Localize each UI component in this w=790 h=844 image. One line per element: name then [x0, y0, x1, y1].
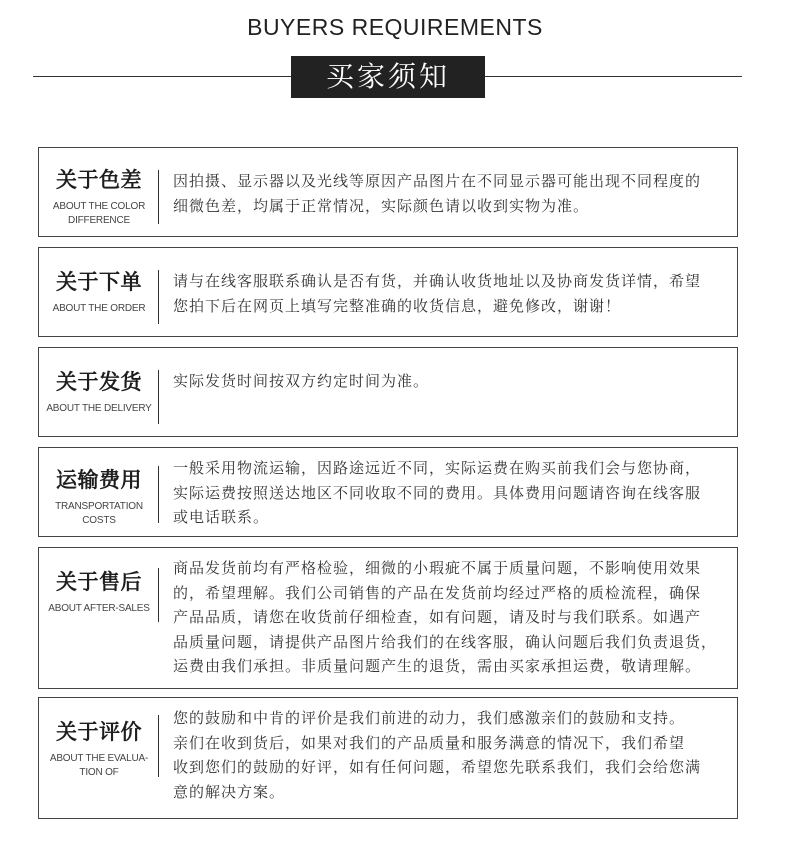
section-order [38, 247, 738, 337]
text-line: 实际运费按照送达地区不同收取不同的费用。具体费用问题请咨询在线客服 [173, 484, 702, 502]
section-subtitle [39, 500, 159, 528]
section-title: 关于评价 [56, 721, 142, 744]
subtitle-line: ABOUT AFTER-SALES [48, 603, 150, 614]
section-subtitle [39, 302, 159, 316]
subtitle-line: TRANSPORTATION [55, 501, 143, 512]
section-subtitle [39, 752, 159, 780]
subtitle-line: TION OF [79, 767, 119, 778]
section-text [173, 170, 701, 219]
vertical-divider [158, 715, 159, 777]
vertical-divider [158, 568, 159, 622]
vertical-divider [158, 270, 159, 324]
text-line: 商品发货前均有严格检验，细微的小瑕疵不属于质量问题，不影响使用效果 [173, 560, 702, 577]
section-label [39, 168, 159, 228]
section-text [173, 557, 717, 680]
text-line: 请与在线客服联系确认是否有货，并确认收货地址以及协商发货详情，希望 [173, 273, 702, 290]
text-line: 收到您们的鼓励的好评，如有任何问题，希望您先联系我们，我们会给您满 [173, 759, 702, 776]
subtitle-line: ABOUT THE EVALUA- [49, 753, 149, 764]
section-title: 关于下单 [56, 271, 142, 294]
section-color-difference [38, 147, 738, 237]
section-text [173, 370, 429, 395]
section-transportation-costs [38, 447, 738, 537]
section-text [173, 270, 701, 319]
section-subtitle [39, 200, 159, 228]
section-text [173, 457, 701, 531]
text-line: 实际发货时间按双方约定时间为准。 [173, 373, 430, 390]
section-title: 关于色差 [56, 169, 142, 192]
section-after-sales [38, 547, 738, 689]
section-title: 关于发货 [56, 371, 142, 394]
text-line: 亲们在收到货后，如果对我们的产品质量和服务满意的情况下，我们希望 [173, 734, 686, 752]
section-subtitle [39, 402, 159, 416]
section-label [39, 570, 159, 616]
text-line: 细微色差，均属于正常情况，实际颜色请以收到实物为准。 [173, 197, 590, 215]
text-line: 一般采用物流运输，因路途远近不同，实际运费在购买前我们会与您协商， [173, 460, 702, 477]
section-label [39, 720, 159, 780]
subtitle-line: ABOUT THE DELIVERY [46, 403, 152, 414]
section-title: 运输费用 [56, 469, 142, 492]
subtitle-line: DIFFERENCE [68, 215, 130, 226]
page-title-english: BUYERS REQUIREMENTS [247, 14, 543, 40]
text-line: 您拍下后在网页上填写完整准确的收货信息，避免修改，谢谢！ [173, 297, 622, 315]
text-line: 产品品质，请您在收货前仔细检查，如有问题，请及时与我们联系。如遇产 [173, 609, 702, 626]
section-label [39, 468, 159, 528]
vertical-divider [158, 170, 159, 224]
text-line: 因拍摄、显示器以及光线等原因产品图片在不同显示器可能出现不同程度的 [173, 173, 702, 190]
text-line: 品质量问题，请提供产品图片给我们的在线客服，确认问题后我们负责退货， [173, 633, 718, 651]
section-label [39, 370, 159, 416]
subtitle-line: ABOUT THE ORDER [52, 303, 146, 314]
section-title: 关于售后 [56, 571, 142, 594]
text-line: 您的鼓励和中肯的评价是我们前进的动力，我们感激亲们的鼓励和支持。 [173, 710, 686, 727]
subtitle-line: ABOUT THE COLOR [52, 201, 146, 212]
page-title-banner: 买家须知 [291, 56, 485, 98]
text-line: 或电话联系。 [173, 509, 270, 526]
section-text [173, 707, 701, 805]
section-evaluation [38, 697, 738, 819]
vertical-divider [158, 466, 159, 523]
text-line: 运费由我们承担。非质量问题产生的退货，需由买家承担运费，敬请理解。 [173, 658, 702, 675]
section-delivery [38, 347, 738, 437]
section-subtitle [39, 602, 159, 616]
vertical-divider [158, 370, 159, 424]
text-line: 意的解决方案。 [173, 783, 286, 801]
subtitle-line: COSTS [82, 515, 116, 526]
text-line: 的，希望理解。我们公司销售的产品在发货前均经过严格的质检流程，确保 [173, 584, 702, 602]
section-label [39, 270, 159, 316]
